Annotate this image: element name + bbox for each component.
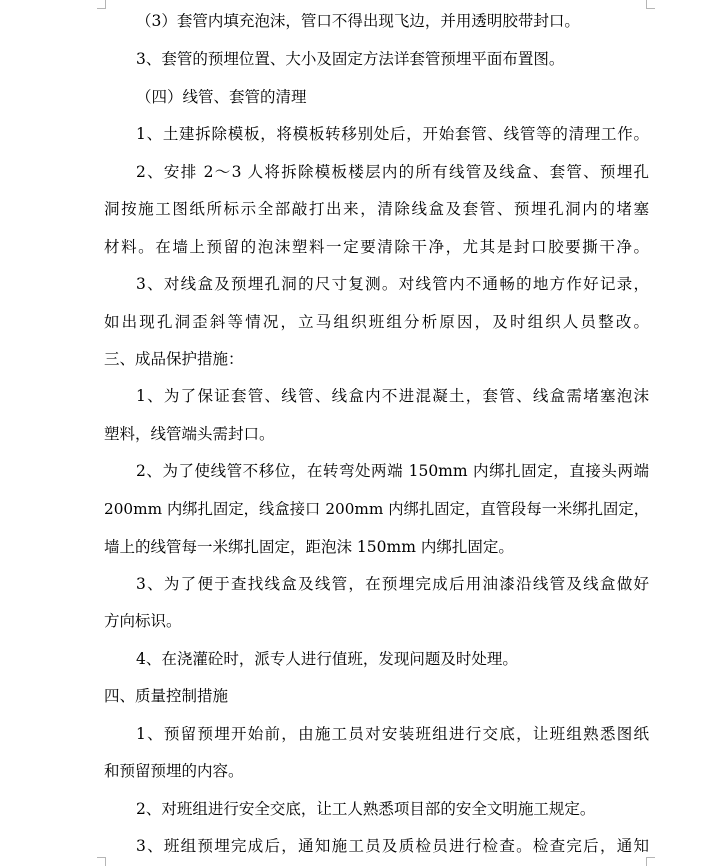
paragraph-line: 方向标识。	[104, 612, 182, 630]
paragraph-line: 4、在浇灌砼时，派专人进行值班，发现问题及时处理。	[136, 650, 518, 668]
page-corner-mark	[646, 857, 655, 866]
paragraph-line: 材料。在墙上预留的泡沫塑料一定要清除干净，尤其是封口胶要撕干净。	[104, 238, 649, 256]
page-corner-mark	[97, 857, 106, 866]
paragraph-line: 洞按施工图纸所标示全部敲打出来，清除线盒及套管、预埋孔洞内的堵塞	[104, 200, 649, 218]
paragraph-line: 1、土建拆除模板，将模板转移别处后，开始套管、线管等的清理工作。	[136, 125, 649, 143]
section-heading: （四）线管、套管的清理	[136, 88, 307, 106]
page-corner-mark	[646, 0, 655, 9]
section-heading: 三、成品保护措施：	[104, 350, 244, 368]
section-heading: 四、质量控制措施	[104, 687, 229, 705]
paragraph-line: 2、对班组进行安全交底，让工人熟悉项目部的安全文明施工规定。	[136, 800, 596, 818]
paragraph-line: 3、套管的预埋位置、大小及固定方法详套管预埋平面布置图。	[136, 50, 565, 68]
paragraph-line: 塑料，线管端头需封口。	[104, 425, 275, 443]
paragraph-line: 1、预留预埋开始前，由施工员对安装班组进行交底，让班组熟悉图纸	[136, 725, 649, 743]
page-corner-mark	[97, 0, 106, 9]
paragraph-line: 2、为了使线管不移位，在转弯处两端 150mm 内绑扎固定，直接头两端	[136, 462, 649, 480]
paragraph-line: 3、为了便于查找线盒及线管，在预埋完成后用油漆沿线管及线盒做好	[136, 575, 649, 593]
paragraph-line: 1、为了保证套管、线管、线盒内不进混凝土，套管、线盒需堵塞泡沫	[136, 387, 649, 405]
paragraph-line: 2、安排 2～3 人将拆除模板楼层内的所有线管及线盒、套管、预埋孔	[136, 163, 649, 181]
paragraph-line: 和预留预埋的内容。	[104, 762, 244, 780]
paragraph-line: 200mm 内绑扎固定，线盒接口 200mm 内绑扎固定，直管段每一米绑扎固定，	[104, 500, 649, 518]
paragraph-line: 3、班组预埋完成后，通知施工员及质检员进行检查。检查完后，通知	[136, 837, 649, 855]
paragraph-line: 3、对线盒及预埋孔洞的尺寸复测。对线管内不通畅的地方作好记录，	[136, 275, 649, 293]
paragraph-line: （3）套管内填充泡沫，管口不得出现飞边，并用透明胶带封口。	[136, 12, 580, 30]
paragraph-line: 墙上的线管每一米绑扎固定，距泡沫 150mm 内绑扎固定。	[104, 538, 514, 556]
paragraph-line: 如出现孔洞歪斜等情况，立马组织班组分析原因，及时组织人员整改。	[104, 313, 649, 331]
